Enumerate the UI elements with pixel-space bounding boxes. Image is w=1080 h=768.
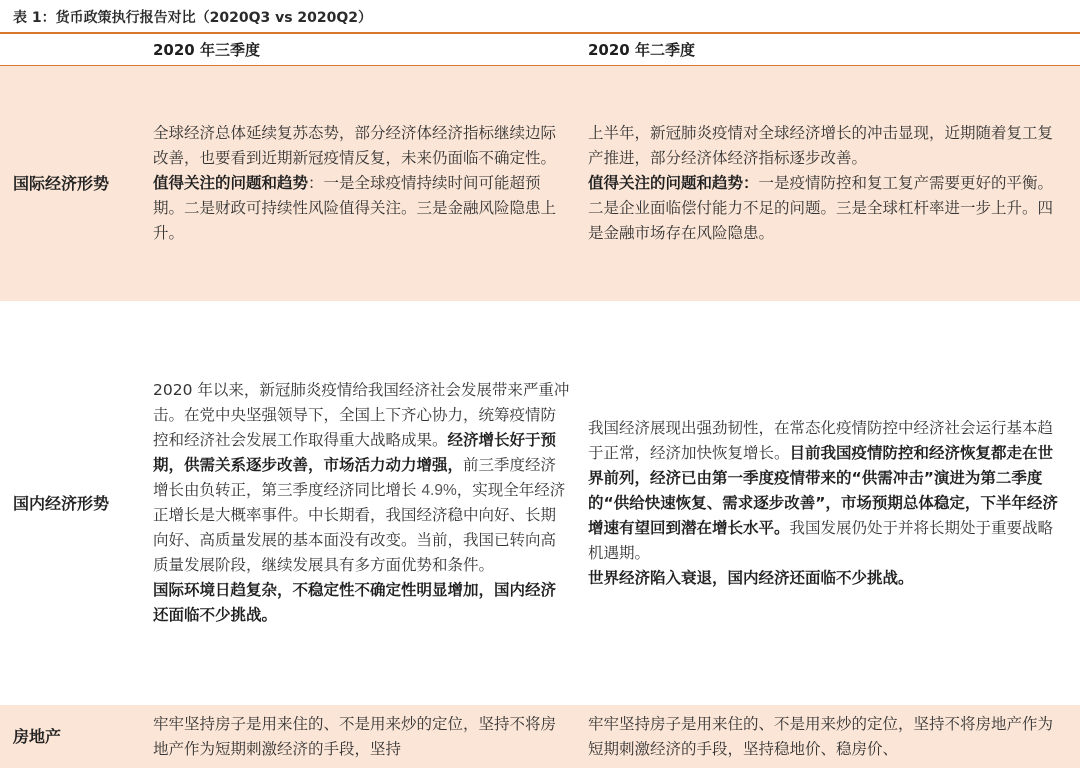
intl-q3-focus-heading: 值得关注的问题和趋势 [153,174,308,192]
intl-q3-focus-text: ：一是全球疫情持续时间可能超预期。二是财政可持续性风险值得关注。三是金融风险隐患上升。 [153,174,556,242]
intl-q2-focus-text: 一是疫情防控和复工复产需要更好的平衡。二是企业面临偿付能力不足的问题。三是全球杠杆率进一步上升。四是金融市场存在风险隐患。 [588,174,1053,242]
row-realestate [0,705,1080,768]
cell-intl-q3 [153,66,586,302]
cell-realestate-q2: 牢牢坚持房子是用来住的、不是用来炒的定位，坚持不将房地产作为短期刺激经济的手段，坚持稳地价、稳房价、 [586,705,1080,768]
header-blank [0,34,153,66]
domestic-q2-s2: 目前我国疫情防控和经济恢复都走在世界前列，经济已由第一季度疫情带来的“供需冲击”演进为第二季度的“供给快速恢复、需求逐步改善”，市场预期总体稳定，下半年经济增速有望回到潜在增长水平。 [588,444,1058,537]
domestic-q3-s2: 经济增长好于预期，供需关系逐步改善，市场活力动力增强， [153,431,556,474]
intl-q3-para2 [153,171,570,246]
domestic-q2-para1 [588,416,1066,566]
domestic-q3-growth: 4.9% [421,482,456,499]
table-caption: 表 1：货币政策执行报告对比（2020Q3 vs 2020Q2） [13,7,372,27]
domestic-q3-s4: ，实现全年经济正增长是大概率事件。中长期看，我国经济稳中向好、长期向好、高质量发展的基本面没有改变。当前，我国已转向高质量发展阶段，继续发展具有多方面优势和条件。 [153,481,565,574]
row-domestic [0,302,1080,705]
domestic-q3-para1 [153,378,570,578]
row-international [0,66,1080,302]
domestic-q3-s1: 2020 年以来，新冠肺炎疫情给我国经济社会发展带来严重冲击。在党中央坚强领导下，全国上下齐心协力，统筹疫情防控和经济社会发展工作取得重大战略成果。 [153,381,569,449]
domestic-q3-challenge: 国际环境日趋复杂，不稳定性不确定性明显增加，国内经济还面临不少挑战。 [153,581,556,624]
domestic-q2-challenge: 世界经济陷入衰退，国内经济还面临不少挑战。 [588,569,914,587]
cell-domestic-q3 [153,302,586,705]
domestic-q2-s3: 我国发展仍处于并将长期处于重要战略机遇期。 [588,519,1053,562]
domestic-q3-s3: 前三季度经济增长由负转正，第三季度经济同比增长 [153,456,556,499]
cell-realestate-q3: 牢牢坚持房子是用来住的、不是用来炒的定位，坚持不将房地产作为短期刺激经济的手段，坚持 [153,705,586,768]
row-label-realestate: 房地产 [0,705,153,768]
domestic-q2-para2 [588,566,1066,591]
intl-q3-para1: 全球经济总体延续复苏态势，部分经济体经济指标继续边际改善，也要看到近期新冠疫情反复，未来仍面临不确定性。 [153,121,570,171]
header-q3: 2020 年三季度 [153,34,586,66]
intl-q2-focus-heading: 值得关注的问题和趋势： [588,174,759,192]
domestic-q3-para2 [153,578,570,628]
domestic-q2-s1: 我国经济展现出强劲韧性，在常态化疫情防控中经济社会运行基本趋于正常，经济加快恢复增长。 [588,419,1053,462]
row-label-international: 国际经济形势 [0,66,153,302]
row-label-domestic: 国内经济形势 [0,302,153,705]
policy-comparison-table [0,34,1080,768]
cell-intl-q2 [586,66,1080,302]
intl-q2-para1: 上半年，新冠肺炎疫情对全球经济增长的冲击显现，近期随着复工复产推进，部分经济体经济指标逐步改善。 [588,121,1066,171]
header-row [0,34,1080,66]
header-q2: 2020 年二季度 [586,34,1080,66]
intl-q2-para2 [588,171,1066,246]
cell-domestic-q2 [586,302,1080,705]
